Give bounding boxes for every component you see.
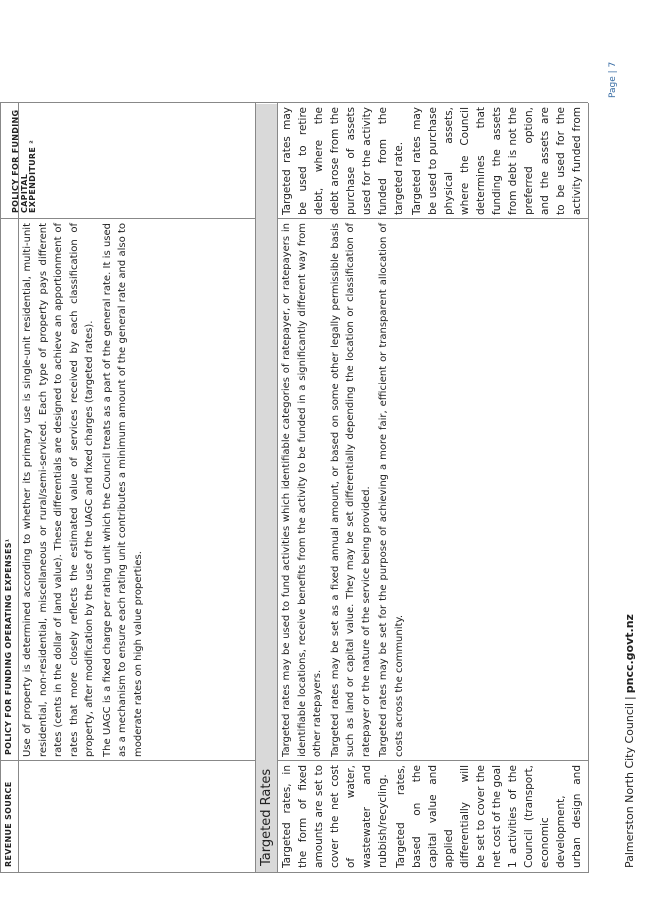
- section-targeted-rates: [256, 104, 277, 872]
- operating-para-2: Targeted rates may be set as a fixed annual amount, or based on some other legally permissible basis such as land or capital value. They may be set differentially depending the location or classification of ratepayer or the nature of the service being provided.: [329, 223, 372, 757]
- general-rates-para-2: The UAGC is a fixed charge per rating unit which the Council treats as a part of the general rate. It is used as a mechanism to ensure each rating unit contributes a minimum amount of the general rate and also to moderate rates on high value properties.: [101, 223, 144, 757]
- table-border-bottom: [588, 103, 589, 873]
- general-rates-operating-cell: [18, 219, 255, 761]
- capital-para-2: Targeted rates may be used to purchase physical assets, where the Council determines that funding the assets from debt is not the preferred option, and the assets are to be used for the activity funded from: [411, 107, 583, 215]
- header-revenue-source: REVENUE SOURCE: [3, 781, 13, 867]
- capital-para-1: Targeted rates may be used to retire debt, where the debt arose from the purchase of assets used for the activity funded from the targeted rate.: [281, 107, 405, 215]
- footer-site[interactable]: pncc.govt.nz: [623, 614, 636, 694]
- source-para-1: Targeted rates, in the form of fixed amounts are set to cover the net cost of water, wastewater and rubbish/recycling.: [281, 765, 389, 868]
- targeted-rates-source-cell: [277, 761, 588, 872]
- section-title: Targeted Rates: [259, 768, 274, 866]
- targeted-rates-capital-cell: [277, 103, 588, 219]
- footer-org: Palmerston North City Council: [623, 702, 636, 868]
- source-para-2: Targeted rates, based on the capital value and applied differentially will be set to cover the net cost of the goal 1 activities of the Council (transport, economic development, urban design and: [395, 765, 583, 868]
- operating-para-3: Targeted rates may be set for the purpose of achieving a more fair, efficient or transparent allocation of costs across the community.: [378, 223, 405, 757]
- footer: [623, 614, 636, 868]
- header-capital-line1: POLICY FOR FUNDING: [10, 109, 20, 213]
- footer-separator: |: [623, 696, 636, 700]
- targeted-rates-operating-cell: [277, 219, 588, 761]
- operating-para-1: Targeted rates may be used to fund activities which identifiable categories of ratepayer, or ratepayers in identifiable locations, receive benefits from the activity to be funded in a significantly different way from other ratepayers.: [281, 223, 323, 757]
- header-capital-line2: CAPITAL EXPENDITURE ²: [19, 139, 38, 213]
- header-capital: [0, 103, 50, 219]
- table-border-left: [0, 872, 588, 873]
- general-rates-para-1: Use of property is determined according to whether its primary use is single-unit residential, multi-unit residential, non-residential, miscellaneous or rural/semi-serviced. Each type of property pays different rates (cents in the dollar of land value). These differentials are designed to achieve an apportionment of rates that more closely reflects the estimated value of services received by each classification of property, after modification by the use of the UAGC and fixed charges (targeted rates).: [22, 223, 95, 757]
- header-operating: POLICY FOR FUNDING OPERATING EXPENSES¹: [3, 538, 13, 755]
- page-number: Page | 7: [608, 61, 618, 98]
